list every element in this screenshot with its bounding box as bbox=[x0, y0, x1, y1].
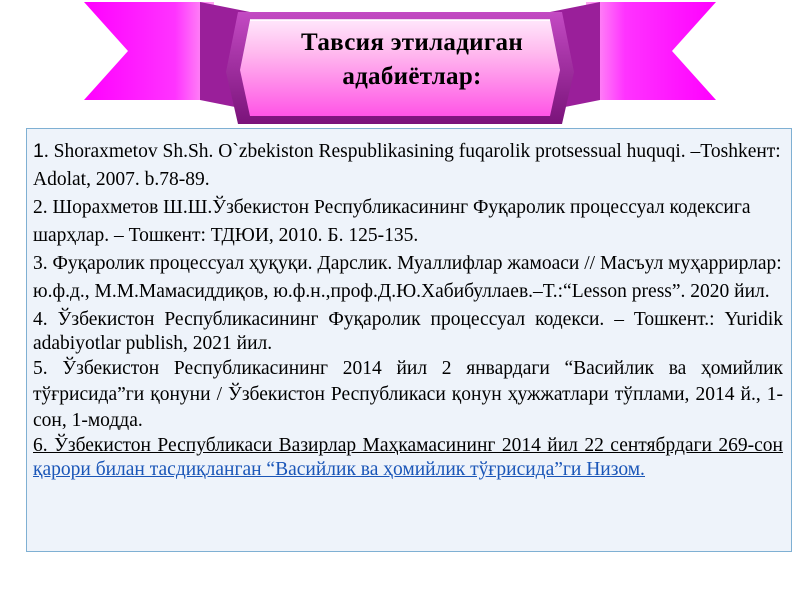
title-line-2: адабиётлар: bbox=[342, 63, 482, 90]
ribbon-left-tail bbox=[84, 2, 214, 100]
references-box bbox=[26, 128, 792, 552]
reference-item-3: 3. Фуқаролик процессуал ҳуқуқи. Дарслик. Муаллифлар жамоаси // Масъул муҳаррирлар: ю.ф.д., М.М.Мамасиддиқов, ю.ф.н.,проф.Д.Ю.Хабибуллаев.–Т.:“Lesson press”. 2020 йил. bbox=[33, 253, 782, 302]
reference-text: . Shoraxmetov Sh.Sh. O`zbekiston Respublikasining fuqarolik protsessual huquqi. –Toshkeнт: Adolat, 2007. b.78-89. bbox=[33, 141, 781, 190]
reference-item-1 bbox=[33, 137, 783, 194]
title-banner bbox=[0, 0, 800, 130]
reference-text: 6. Ўзбекистон Республикаси Вазирлар Маҳкамасининг 2014 йил 22 сентябрдаги 269-сон bbox=[33, 435, 783, 456]
reference-item-4: 4. Ўзбекистон Республикасининг Фуқаролик процессуал кодекси. – Тошкент.: Yuridik adabiyotlar publish, 2021 йил. bbox=[33, 309, 783, 354]
ribbon-right-tail bbox=[586, 2, 716, 100]
reference-number: 1 bbox=[33, 140, 44, 162]
reference-item-6 bbox=[33, 434, 783, 482]
title-line-1: Тавсия этиладиган bbox=[300, 29, 524, 56]
reference-item-2: 2. Шорахметов Ш.Ш.Ўзбекистон Республикасининг Фуқаролик процессуал кодексига шарҳлар. – Тошкент: ТДЮИ, 2010. Б. 125-135. bbox=[33, 197, 751, 246]
reference-link[interactable]: қарори билан тасдиқланган “Васийлик ва ҳомийлик тўғрисида”ги Низом. bbox=[33, 459, 645, 480]
slide-title bbox=[262, 26, 562, 94]
reference-item-5: 5. Ўзбекистон Республикасининг 2014 йил 2 январдаги “Васийлик ва ҳомийлик тўғрисида”ги қонуни / Ўзбекистон Республикаси қонун ҳужжатлари тўплами, 2014 й., 1-сон, 1-модда. bbox=[33, 358, 783, 431]
